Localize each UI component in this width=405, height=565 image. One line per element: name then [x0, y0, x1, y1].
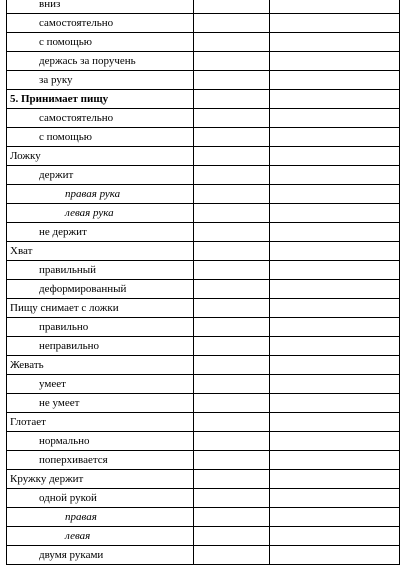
table-row	[7, 185, 400, 204]
answer-cell-b[interactable]	[270, 508, 400, 527]
answer-cell-a[interactable]	[194, 508, 270, 527]
answer-cell-b[interactable]	[270, 242, 400, 261]
answer-cell-b[interactable]	[270, 451, 400, 470]
item-label: поперхивается	[7, 451, 194, 470]
answer-cell-b[interactable]	[270, 147, 400, 166]
answer-cell-a[interactable]	[194, 527, 270, 546]
answer-cell-a[interactable]	[194, 356, 270, 375]
item-label: деформированный	[7, 280, 194, 299]
answer-cell-b[interactable]	[270, 413, 400, 432]
table-row	[7, 470, 400, 489]
answer-cell-b[interactable]	[270, 432, 400, 451]
answer-cell-b[interactable]	[270, 223, 400, 242]
table-row	[7, 356, 400, 375]
answer-cell-b[interactable]	[270, 33, 400, 52]
item-label: не держит	[7, 223, 194, 242]
table-row	[7, 432, 400, 451]
item-label: вниз	[7, 0, 194, 14]
item-label: правая рука	[7, 185, 194, 204]
table-row	[7, 337, 400, 356]
table-row	[7, 242, 400, 261]
assessment-table	[6, 0, 400, 565]
answer-cell-b[interactable]	[270, 337, 400, 356]
answer-cell-a[interactable]	[194, 52, 270, 71]
table-row	[7, 261, 400, 280]
answer-cell-b[interactable]	[270, 204, 400, 223]
answer-cell-a[interactable]	[194, 14, 270, 33]
answer-cell-b[interactable]	[270, 71, 400, 90]
answer-cell-b[interactable]	[270, 546, 400, 565]
answer-cell-b[interactable]	[270, 489, 400, 508]
table-row	[7, 0, 400, 14]
answer-cell-a[interactable]	[194, 109, 270, 128]
answer-cell-a[interactable]	[194, 128, 270, 147]
answer-cell-b[interactable]	[270, 14, 400, 33]
answer-cell-b[interactable]	[270, 280, 400, 299]
table-row	[7, 166, 400, 185]
assessment-table-body	[7, 0, 400, 565]
answer-cell-a[interactable]	[194, 413, 270, 432]
answer-cell-a[interactable]	[194, 33, 270, 52]
item-label: нормально	[7, 432, 194, 451]
answer-cell-a[interactable]	[194, 546, 270, 565]
answer-cell-a[interactable]	[194, 223, 270, 242]
item-label: держит	[7, 166, 194, 185]
item-label: неправильно	[7, 337, 194, 356]
answer-cell-b[interactable]	[270, 166, 400, 185]
item-label: не умеет	[7, 394, 194, 413]
table-row	[7, 299, 400, 318]
answer-cell-b[interactable]	[270, 128, 400, 147]
item-label: с помощью	[7, 128, 194, 147]
table-row	[7, 318, 400, 337]
answer-cell-b[interactable]	[270, 109, 400, 128]
answer-cell-b[interactable]	[270, 185, 400, 204]
answer-cell-b[interactable]	[270, 356, 400, 375]
table-row	[7, 546, 400, 565]
answer-cell-b[interactable]	[270, 375, 400, 394]
section-label: 5. Принимает пищу	[7, 90, 194, 109]
table-row	[7, 489, 400, 508]
table-row	[7, 71, 400, 90]
answer-cell-a[interactable]	[194, 280, 270, 299]
item-label: двумя руками	[7, 546, 194, 565]
section-label: Хват	[7, 242, 194, 261]
answer-cell-b[interactable]	[270, 470, 400, 489]
answer-cell-b[interactable]	[270, 527, 400, 546]
item-label: левая рука	[7, 204, 194, 223]
table-row	[7, 109, 400, 128]
item-label: левая	[7, 527, 194, 546]
answer-cell-a[interactable]	[194, 432, 270, 451]
section-label: Жевать	[7, 356, 194, 375]
answer-cell-b[interactable]	[270, 0, 400, 14]
section-label: Кружку держит	[7, 470, 194, 489]
item-label: правильно	[7, 318, 194, 337]
item-label: за руку	[7, 71, 194, 90]
table-row	[7, 375, 400, 394]
answer-cell-a[interactable]	[194, 489, 270, 508]
answer-cell-b[interactable]	[270, 261, 400, 280]
answer-cell-a[interactable]	[194, 375, 270, 394]
table-row	[7, 33, 400, 52]
table-row	[7, 451, 400, 470]
answer-cell-a[interactable]	[194, 470, 270, 489]
table-row	[7, 394, 400, 413]
table-row	[7, 223, 400, 242]
item-label: самостоятельно	[7, 14, 194, 33]
answer-cell-a[interactable]	[194, 90, 270, 109]
table-row	[7, 52, 400, 71]
answer-cell-a[interactable]	[194, 204, 270, 223]
item-label: одной рукой	[7, 489, 194, 508]
answer-cell-b[interactable]	[270, 394, 400, 413]
answer-cell-a[interactable]	[194, 166, 270, 185]
table-row	[7, 280, 400, 299]
answer-cell-a[interactable]	[194, 71, 270, 90]
item-label: правая	[7, 508, 194, 527]
section-label: Ложку	[7, 147, 194, 166]
table-row	[7, 527, 400, 546]
item-label: правильный	[7, 261, 194, 280]
answer-cell-b[interactable]	[270, 318, 400, 337]
item-label: держась за поручень	[7, 52, 194, 71]
table-row	[7, 508, 400, 527]
table-row	[7, 204, 400, 223]
answer-cell-a[interactable]	[194, 0, 270, 14]
answer-cell-a[interactable]	[194, 451, 270, 470]
answer-cell-a[interactable]	[194, 299, 270, 318]
answer-cell-b[interactable]	[270, 52, 400, 71]
table-row	[7, 413, 400, 432]
item-label: самостоятельно	[7, 109, 194, 128]
section-label: Глотает	[7, 413, 194, 432]
answer-cell-b[interactable]	[270, 90, 400, 109]
answer-cell-a[interactable]	[194, 318, 270, 337]
answer-cell-b[interactable]	[270, 299, 400, 318]
answer-cell-a[interactable]	[194, 394, 270, 413]
table-row	[7, 90, 400, 109]
answer-cell-a[interactable]	[194, 261, 270, 280]
answer-cell-a[interactable]	[194, 185, 270, 204]
answer-cell-a[interactable]	[194, 337, 270, 356]
answer-cell-a[interactable]	[194, 242, 270, 261]
item-label: умеет	[7, 375, 194, 394]
table-row	[7, 14, 400, 33]
section-label: Пищу снимает с ложки	[7, 299, 194, 318]
answer-cell-a[interactable]	[194, 147, 270, 166]
table-row	[7, 147, 400, 166]
table-row	[7, 128, 400, 147]
item-label: с помощью	[7, 33, 194, 52]
